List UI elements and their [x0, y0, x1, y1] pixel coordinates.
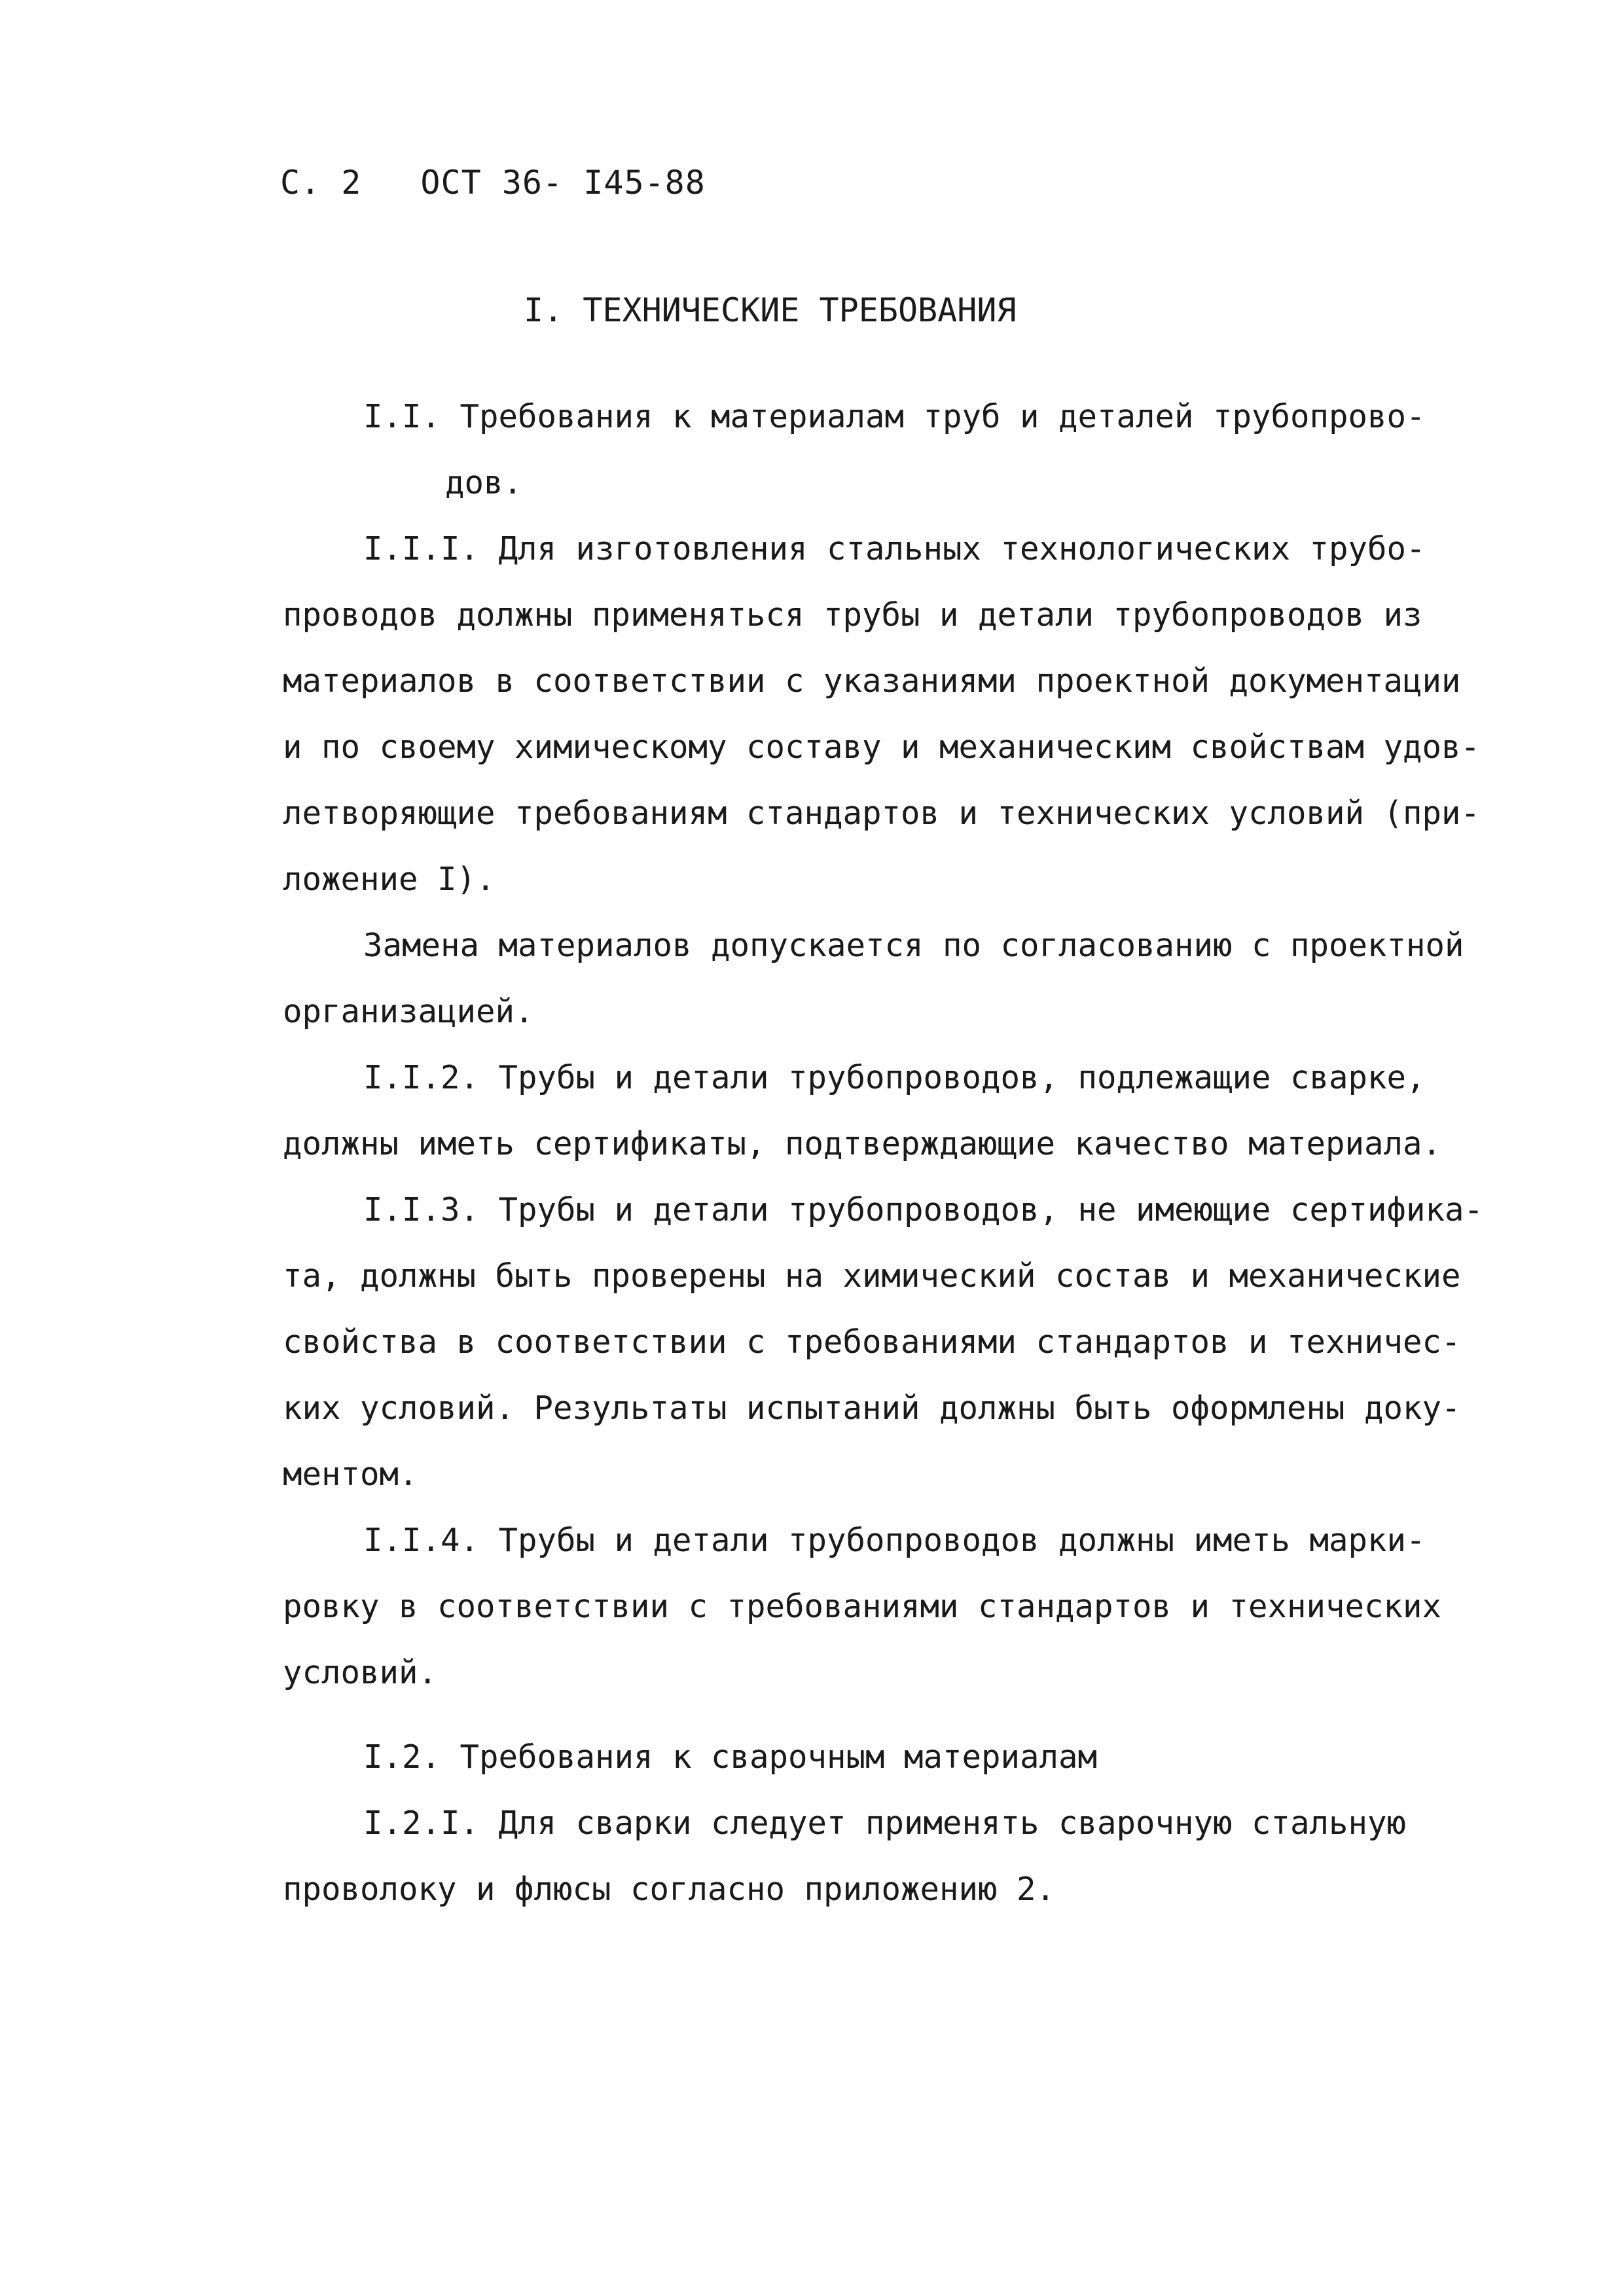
- paragraph-line: ровку в соответствии с требованиями стандартов и технических: [283, 1588, 1442, 1625]
- paragraph-line: ложение I).: [283, 861, 496, 898]
- paragraph-line: I.I.4. Трубы и детали трубопроводов должны иметь марки-: [363, 1522, 1426, 1559]
- paragraph-line: I.2.I. Для сварки следует применять сварочную стальную: [363, 1804, 1407, 1842]
- paragraph-line: I.I.I. Для изготовления стальных технологических трубо-: [363, 530, 1426, 567]
- subsection-heading: I.2. Требования к сварочным материалам: [363, 1738, 1098, 1776]
- section-title: I. ТЕХНИЧЕСКИЕ ТРЕБОВАНИЯ: [524, 291, 1017, 329]
- paragraph-line: должны иметь сертификаты, подтверждающие качество материала.: [283, 1125, 1442, 1162]
- paragraph-line: свойства в соответствии с требованиями стандартов и техничес-: [283, 1323, 1461, 1361]
- paragraph-line: дов.: [445, 464, 523, 501]
- standard-code: ОСТ 36- I45-88: [420, 164, 706, 202]
- page-number: С. 2: [280, 164, 362, 202]
- paragraph-line: проводов должны применяться трубы и детали трубопроводов из: [283, 596, 1422, 634]
- paragraph-line: та, должны быть проверены на химический состав и механические: [283, 1257, 1461, 1295]
- paragraph-line: организацией.: [283, 993, 534, 1030]
- paragraph-line: материалов в соответствии с указаниями проектной документации: [283, 662, 1461, 700]
- paragraph-line: I.I. Требования к материалам труб и деталей трубопрово-: [363, 398, 1426, 435]
- paragraph-line: летворяющие требованиям стандартов и технических условий (при-: [283, 795, 1481, 832]
- paragraph-line: ких условий. Результаты испытаний должны быть оформлены доку-: [283, 1390, 1461, 1427]
- page-header: [280, 164, 706, 202]
- paragraph-line: и по своему химическому составу и механическим свойствам удов-: [283, 728, 1481, 766]
- paragraph-line: условий.: [283, 1654, 438, 1691]
- paragraph-line: ментом.: [283, 1456, 418, 1493]
- paragraph-line: I.I.2. Трубы и детали трубопроводов, подлежащие сварке,: [363, 1059, 1426, 1096]
- paragraph-line: проволоку и флюсы согласно приложению 2.: [283, 1871, 1056, 1908]
- paragraph-line: Замена материалов допускается по согласованию с проектной: [363, 927, 1464, 964]
- paragraph-line: I.I.3. Трубы и детали трубопроводов, не имеющие сертифика-: [363, 1191, 1484, 1229]
